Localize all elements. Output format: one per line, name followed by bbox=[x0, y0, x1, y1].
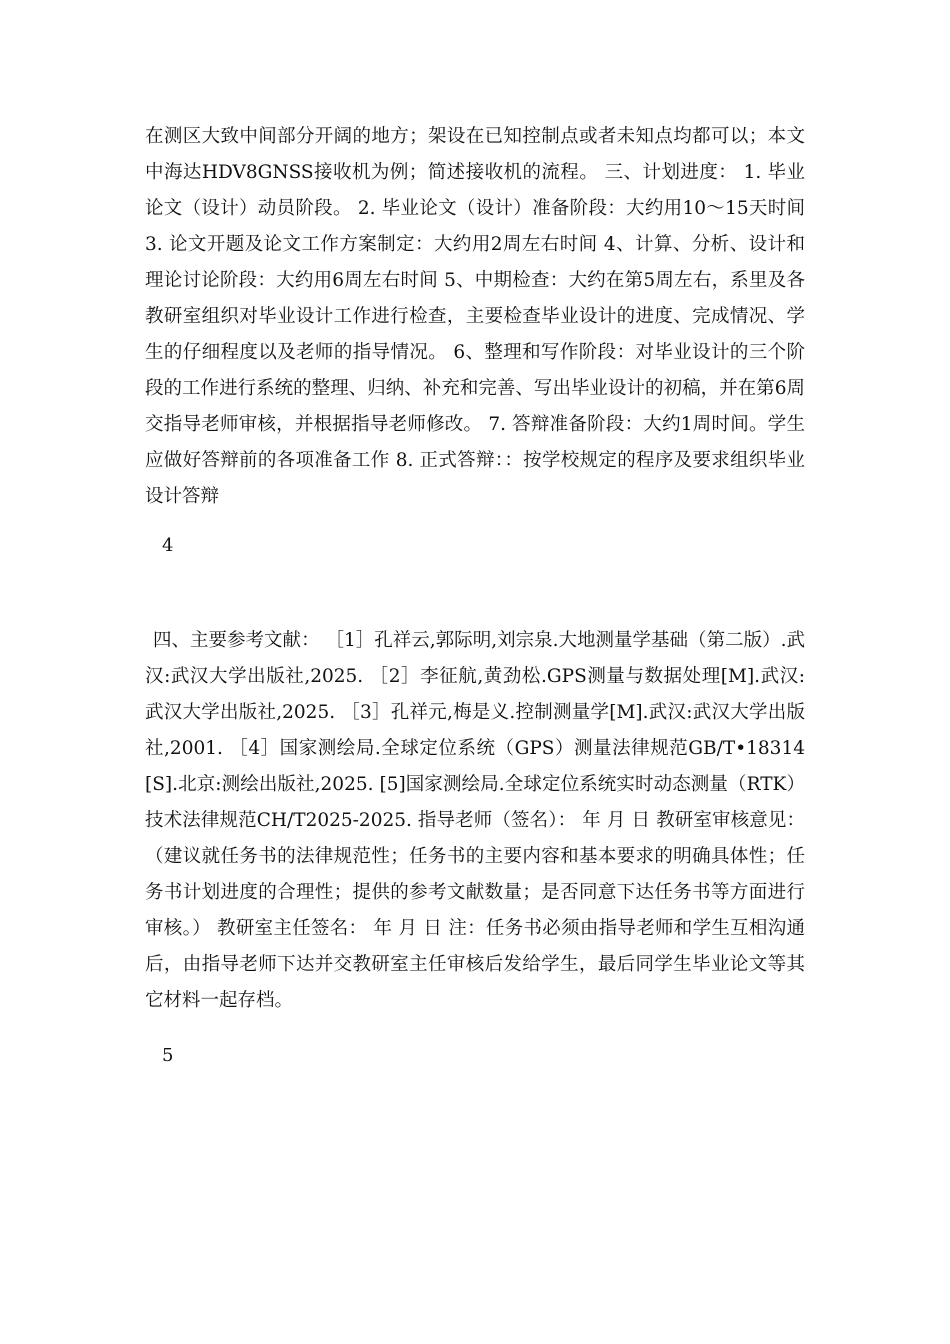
references-paragraph: 四、主要参考文献： ［1］孔祥云,郭际明,刘宗泉.大地测量学基础（第二版）.武汉:武汉大学出版社,2025. ［2］李征航,黄劲松.GPS测量与数据处理[M].武汉:武汉大学出版社,2025. ［3］孔祥元,梅是义.控制测量学[M].武汉:武汉大学出版社,2001. ［4］国家测绘局.全球定位系统（GPS）测量法律规范GB/T•18314 [S].北京:测绘出版社,2025. [5]国家测绘局.全球定位系统实时动态测量（RTK）技术法律规范CH/T2025-2025. 指导老师（签名）： 年 月 日 教研室审核意见： （建议就任务书的法律规范性；任务书的主要内容和基本要求的明确具体性；任务书计划进度的合理性；提供的参考文献数量；是否同意下达任务书等方面进行审核。） 教研室主任签名： 年 月 日 注：任务书必须由指导老师和学生互相沟通后，由指导老师下达并交教研室主任审核后发给学生，最后同学生毕业论文等其它材料一起存档。 bbox=[145, 630, 805, 1011]
schedule-paragraph: 在测区大致中间部分开阔的地方；架设在已知控制点或者未知点均都可以；本文中海达HDV8GNSS接收机为例；简述接收机的流程。 三、计划进度： 1. 毕业论文（设计）动员阶段。 2. 毕业论文（设计）准备阶段：大约用10～15天时间 3. 论文开题及论文工作方案制定：大约用2周左右时间 4、计算、分析、设计和理论讨论阶段：大约用6周左右时间 5、中期检查：大约在第5周左右，系里及各教研室组织对毕业设计工作进行检查，主要检查毕业设计的进度、完成情况、学生的仔细程度以及老师的指导情况。 6、整理和写作阶段：对毕业设计的三个阶段的工作进行系统的整理、归纳、补充和完善、写出毕业设计的初稿，并在第6周交指导老师审核，并根据指导老师修改。 7. 答辩准备阶段：大约1周时间。学生应做好答辩前的各项准备工作 8. 正式答辩：：按学校规定的程序及要求组织毕业设计答辩 bbox=[145, 126, 805, 507]
page-number: 4 bbox=[162, 535, 174, 556]
page-number: 5 bbox=[162, 1045, 174, 1066]
